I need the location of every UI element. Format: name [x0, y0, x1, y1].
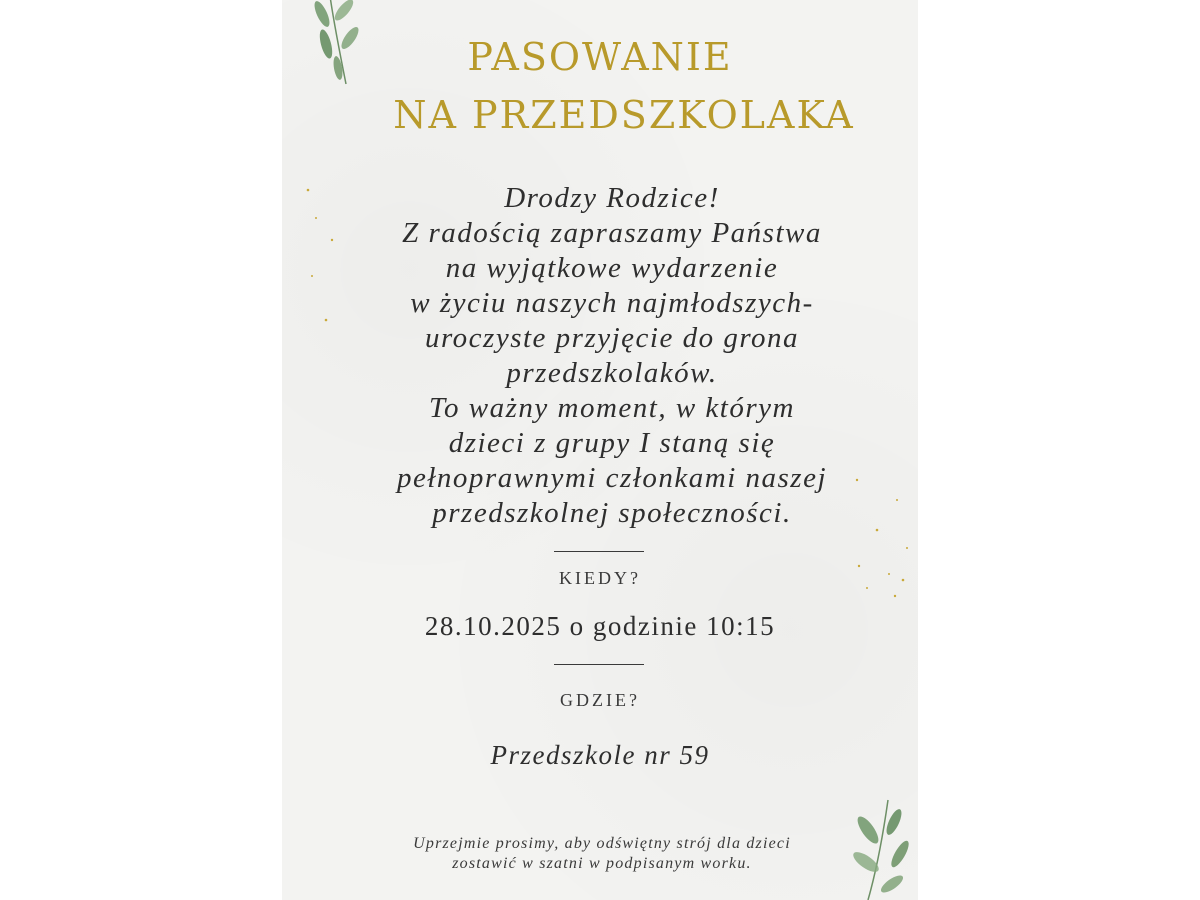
body-line: To ważny moment, w którym: [429, 392, 795, 424]
body-line: dzieci z grupy I staną się: [448, 427, 776, 459]
body-line: uroczyste przyjęcie do grona: [424, 322, 800, 354]
body-line: na wyjątkowe wydarzenie: [445, 252, 779, 284]
invitation-body: [322, 181, 902, 531]
when-value: 28.10.2025 o godzinie 10:15: [424, 611, 776, 641]
title-line-2: NA PRZEDSZKOLAKA: [393, 93, 855, 137]
divider-bottom: [554, 664, 644, 665]
invitation-page: [282, 0, 918, 900]
dress-code-note: [342, 834, 862, 874]
title-line-1: PASOWANIE: [467, 35, 733, 79]
note-line: Uprzejmie prosimy, aby odświętny strój dla dzieci: [413, 835, 791, 852]
divider-top: [554, 551, 644, 552]
body-line: przedszkolaków.: [506, 357, 718, 389]
where-label: GDZIE?: [560, 690, 640, 710]
body-line: Z radością zapraszamy Państwa: [402, 217, 822, 249]
body-line: pełnoprawnymi członkami naszej: [396, 462, 827, 494]
where-value: Przedszkole nr 59: [490, 740, 710, 770]
body-line: przedszkolnej społeczności.: [432, 497, 792, 529]
when-label: KIEDY?: [559, 568, 641, 588]
invitation-title: [282, 28, 918, 144]
body-line: w życiu naszych najmłodszych-: [410, 287, 814, 319]
note-line: zostawić w szatni w podpisanym worku.: [452, 855, 752, 872]
body-line: Drodzy Rodzice!: [504, 182, 720, 214]
